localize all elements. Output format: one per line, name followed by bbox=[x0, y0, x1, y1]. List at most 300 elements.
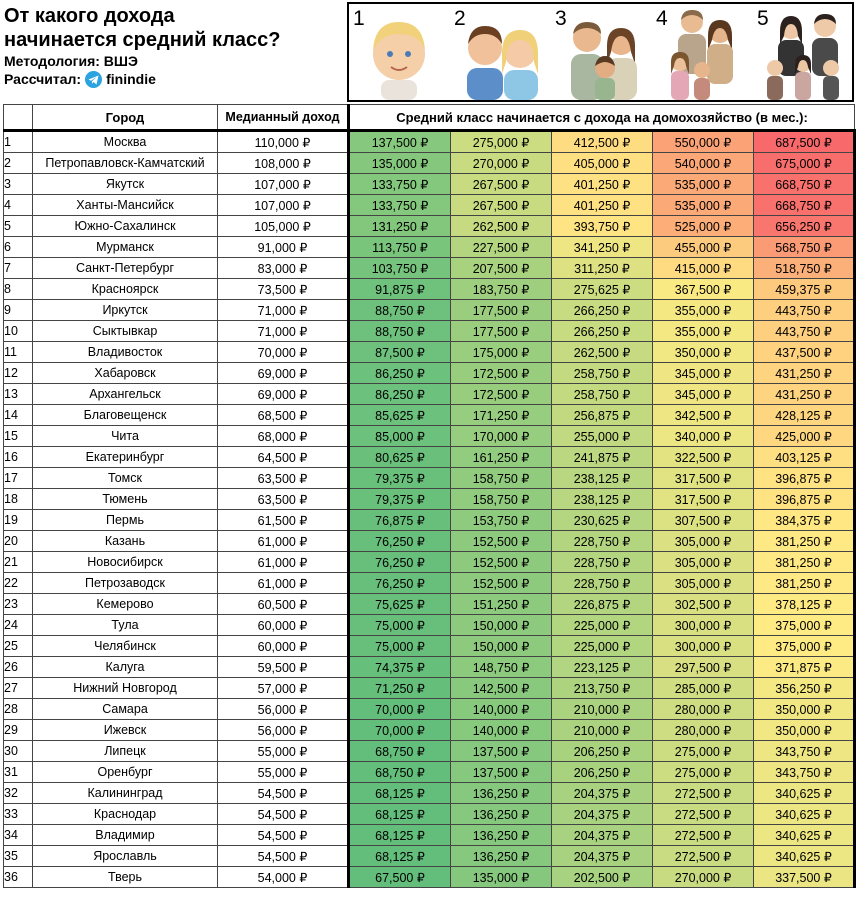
threshold-cell-family-2: 175,000 ₽ bbox=[451, 342, 552, 363]
threshold-cell-family-1: 88,750 ₽ bbox=[349, 300, 451, 321]
city-cell: Нижний Новгород bbox=[33, 678, 218, 699]
city-cell: Тверь bbox=[33, 867, 218, 888]
threshold-cell-family-4: 285,000 ₽ bbox=[653, 678, 754, 699]
median-income-cell: 60,000 ₽ bbox=[218, 615, 349, 636]
threshold-cell-family-4: 275,000 ₽ bbox=[653, 741, 754, 762]
table-row bbox=[4, 195, 855, 216]
table-row bbox=[4, 363, 855, 384]
threshold-cell-family-3: 226,875 ₽ bbox=[552, 594, 653, 615]
threshold-cell-family-4: 345,000 ₽ bbox=[653, 363, 754, 384]
median-income-cell: 54,500 ₽ bbox=[218, 846, 349, 867]
table-row bbox=[4, 867, 855, 888]
threshold-cell-family-1: 86,250 ₽ bbox=[349, 363, 451, 384]
threshold-cell-family-1: 70,000 ₽ bbox=[349, 699, 451, 720]
family-of-five-icon bbox=[753, 4, 854, 100]
city-cell: Петрозаводск bbox=[33, 573, 218, 594]
single-child-icon bbox=[349, 4, 450, 100]
threshold-cell-family-2: 136,250 ₽ bbox=[451, 804, 552, 825]
threshold-cell-family-1: 71,250 ₽ bbox=[349, 678, 451, 699]
city-cell: Ижевск bbox=[33, 720, 218, 741]
threshold-cell-family-2: 151,250 ₽ bbox=[451, 594, 552, 615]
threshold-cell-family-1: 88,750 ₽ bbox=[349, 321, 451, 342]
threshold-cell-family-5: 343,750 ₽ bbox=[754, 762, 855, 783]
threshold-cell-family-3: 266,250 ₽ bbox=[552, 321, 653, 342]
table-row bbox=[4, 720, 855, 741]
threshold-cell-family-4: 535,000 ₽ bbox=[653, 195, 754, 216]
table-row bbox=[4, 552, 855, 573]
threshold-cell-family-1: 74,375 ₽ bbox=[349, 657, 451, 678]
city-cell: Якутск bbox=[33, 174, 218, 195]
threshold-cell-family-5: 378,125 ₽ bbox=[754, 594, 855, 615]
threshold-cell-family-4: 350,000 ₽ bbox=[653, 342, 754, 363]
table-row bbox=[4, 531, 855, 552]
threshold-cell-family-4: 355,000 ₽ bbox=[653, 300, 754, 321]
family-of-three-icon bbox=[551, 4, 652, 100]
city-cell: Архангельск bbox=[33, 384, 218, 405]
city-cell: Казань bbox=[33, 531, 218, 552]
threshold-cell-family-5: 343,750 ₽ bbox=[754, 741, 855, 762]
threshold-cell-family-4: 305,000 ₽ bbox=[653, 531, 754, 552]
table-row bbox=[4, 321, 855, 342]
threshold-cell-family-5: 396,875 ₽ bbox=[754, 489, 855, 510]
row-index: 3 bbox=[4, 174, 33, 195]
threshold-cell-family-2: 135,000 ₽ bbox=[451, 867, 552, 888]
row-index: 17 bbox=[4, 468, 33, 489]
threshold-cell-family-5: 668,750 ₽ bbox=[754, 174, 855, 195]
threshold-cell-family-1: 131,250 ₽ bbox=[349, 216, 451, 237]
threshold-cell-family-5: 340,625 ₽ bbox=[754, 825, 855, 846]
family-size-4 bbox=[652, 4, 753, 100]
median-income-cell: 107,000 ₽ bbox=[218, 195, 349, 216]
threshold-cell-family-5: 656,250 ₽ bbox=[754, 216, 855, 237]
table-row bbox=[4, 762, 855, 783]
row-index: 18 bbox=[4, 489, 33, 510]
row-index: 7 bbox=[4, 258, 33, 279]
table-row bbox=[4, 741, 855, 762]
threshold-cell-family-2: 158,750 ₽ bbox=[451, 489, 552, 510]
table-row bbox=[4, 846, 855, 867]
median-income-cell: 56,000 ₽ bbox=[218, 699, 349, 720]
threshold-cell-family-4: 355,000 ₽ bbox=[653, 321, 754, 342]
city-cell: Челябинск bbox=[33, 636, 218, 657]
header-median-income: Медианный доход bbox=[218, 105, 349, 131]
threshold-cell-family-2: 170,000 ₽ bbox=[451, 426, 552, 447]
threshold-cell-family-1: 79,375 ₽ bbox=[349, 468, 451, 489]
threshold-cell-family-3: 204,375 ₽ bbox=[552, 825, 653, 846]
table-row bbox=[4, 153, 855, 174]
threshold-cell-family-1: 87,500 ₽ bbox=[349, 342, 451, 363]
threshold-cell-family-5: 371,875 ₽ bbox=[754, 657, 855, 678]
table-row bbox=[4, 447, 855, 468]
threshold-cell-family-1: 68,125 ₽ bbox=[349, 783, 451, 804]
threshold-cell-family-1: 76,250 ₽ bbox=[349, 573, 451, 594]
threshold-cell-family-2: 136,250 ₽ bbox=[451, 846, 552, 867]
row-index: 26 bbox=[4, 657, 33, 678]
threshold-cell-family-1: 133,750 ₽ bbox=[349, 195, 451, 216]
city-cell: Москва bbox=[33, 131, 218, 153]
family-size-5 bbox=[753, 4, 854, 100]
family-size-header bbox=[347, 2, 854, 102]
city-cell: Тула bbox=[33, 615, 218, 636]
table-row bbox=[4, 384, 855, 405]
threshold-cell-family-1: 79,375 ₽ bbox=[349, 489, 451, 510]
threshold-cell-family-2: 152,500 ₽ bbox=[451, 573, 552, 594]
threshold-cell-family-2: 183,750 ₽ bbox=[451, 279, 552, 300]
city-cell: Сыктывкар bbox=[33, 321, 218, 342]
median-income-cell: 68,500 ₽ bbox=[218, 405, 349, 426]
threshold-cell-family-2: 150,000 ₽ bbox=[451, 615, 552, 636]
row-index: 27 bbox=[4, 678, 33, 699]
threshold-cell-family-4: 305,000 ₽ bbox=[653, 552, 754, 573]
title-line-2: начинается средний класс? bbox=[4, 29, 281, 51]
row-index: 5 bbox=[4, 216, 33, 237]
median-income-cell: 61,500 ₽ bbox=[218, 510, 349, 531]
table-row bbox=[4, 405, 855, 426]
threshold-cell-family-2: 270,000 ₽ bbox=[451, 153, 552, 174]
threshold-cell-family-5: 443,750 ₽ bbox=[754, 300, 855, 321]
row-index: 12 bbox=[4, 363, 33, 384]
threshold-cell-family-2: 137,500 ₽ bbox=[451, 741, 552, 762]
row-index: 9 bbox=[4, 300, 33, 321]
threshold-cell-family-4: 525,000 ₽ bbox=[653, 216, 754, 237]
row-index: 2 bbox=[4, 153, 33, 174]
threshold-cell-family-3: 341,250 ₽ bbox=[552, 237, 653, 258]
middle-class-table bbox=[3, 104, 856, 888]
table-row bbox=[4, 783, 855, 804]
table-row bbox=[4, 489, 855, 510]
city-cell: Красноярск bbox=[33, 279, 218, 300]
threshold-cell-family-5: 396,875 ₽ bbox=[754, 468, 855, 489]
threshold-cell-family-5: 350,000 ₽ bbox=[754, 699, 855, 720]
family-size-number: 1 bbox=[353, 7, 365, 30]
family-size-1 bbox=[349, 4, 450, 100]
city-cell: Калуга bbox=[33, 657, 218, 678]
threshold-cell-family-5: 443,750 ₽ bbox=[754, 321, 855, 342]
threshold-cell-family-3: 412,500 ₽ bbox=[552, 131, 653, 153]
threshold-cell-family-4: 272,500 ₽ bbox=[653, 804, 754, 825]
median-income-cell: 63,500 ₽ bbox=[218, 489, 349, 510]
city-cell: Петропавловск-Камчатский bbox=[33, 153, 218, 174]
threshold-cell-family-1: 103,750 ₽ bbox=[349, 258, 451, 279]
channel-name[interactable]: finindie bbox=[106, 71, 156, 87]
header-middle-class: Средний класс начинается с дохода на домохозяйство (в мес.): bbox=[349, 105, 855, 131]
threshold-cell-family-3: 405,000 ₽ bbox=[552, 153, 653, 174]
row-index: 21 bbox=[4, 552, 33, 573]
city-cell: Томск bbox=[33, 468, 218, 489]
median-income-cell: 55,000 ₽ bbox=[218, 741, 349, 762]
median-income-cell: 69,000 ₽ bbox=[218, 363, 349, 384]
table-row bbox=[4, 678, 855, 699]
threshold-cell-family-5: 431,250 ₽ bbox=[754, 363, 855, 384]
threshold-cell-family-5: 381,250 ₽ bbox=[754, 573, 855, 594]
threshold-cell-family-5: 381,250 ₽ bbox=[754, 531, 855, 552]
threshold-cell-family-3: 204,375 ₽ bbox=[552, 804, 653, 825]
row-index: 32 bbox=[4, 783, 33, 804]
threshold-cell-family-3: 238,125 ₽ bbox=[552, 489, 653, 510]
threshold-cell-family-5: 437,500 ₽ bbox=[754, 342, 855, 363]
table-body bbox=[4, 131, 855, 888]
threshold-cell-family-1: 135,000 ₽ bbox=[349, 153, 451, 174]
threshold-cell-family-5: 381,250 ₽ bbox=[754, 552, 855, 573]
threshold-cell-family-4: 305,000 ₽ bbox=[653, 573, 754, 594]
row-index: 15 bbox=[4, 426, 33, 447]
threshold-cell-family-4: 272,500 ₽ bbox=[653, 825, 754, 846]
threshold-cell-family-5: 675,000 ₽ bbox=[754, 153, 855, 174]
threshold-cell-family-5: 425,000 ₽ bbox=[754, 426, 855, 447]
city-cell: Екатеринбург bbox=[33, 447, 218, 468]
table-row bbox=[4, 573, 855, 594]
threshold-cell-family-1: 76,250 ₽ bbox=[349, 552, 451, 573]
threshold-cell-family-5: 340,625 ₽ bbox=[754, 846, 855, 867]
threshold-cell-family-2: 207,500 ₽ bbox=[451, 258, 552, 279]
median-income-cell: 71,000 ₽ bbox=[218, 321, 349, 342]
threshold-cell-family-3: 204,375 ₽ bbox=[552, 846, 653, 867]
threshold-cell-family-4: 272,500 ₽ bbox=[653, 846, 754, 867]
city-cell: Калининград bbox=[33, 783, 218, 804]
row-index: 34 bbox=[4, 825, 33, 846]
threshold-cell-family-2: 148,750 ₽ bbox=[451, 657, 552, 678]
couple-icon bbox=[450, 4, 551, 100]
median-income-cell: 60,500 ₽ bbox=[218, 594, 349, 615]
table-row bbox=[4, 594, 855, 615]
threshold-cell-family-3: 228,750 ₽ bbox=[552, 552, 653, 573]
city-cell: Новосибирск bbox=[33, 552, 218, 573]
threshold-cell-family-2: 150,000 ₽ bbox=[451, 636, 552, 657]
threshold-cell-family-1: 67,500 ₽ bbox=[349, 867, 451, 888]
threshold-cell-family-3: 262,500 ₽ bbox=[552, 342, 653, 363]
family-size-number: 4 bbox=[656, 7, 668, 30]
threshold-cell-family-2: 142,500 ₽ bbox=[451, 678, 552, 699]
threshold-cell-family-4: 550,000 ₽ bbox=[653, 131, 754, 153]
threshold-cell-family-1: 133,750 ₽ bbox=[349, 174, 451, 195]
threshold-cell-family-3: 275,625 ₽ bbox=[552, 279, 653, 300]
threshold-cell-family-5: 375,000 ₽ bbox=[754, 615, 855, 636]
city-cell: Мурманск bbox=[33, 237, 218, 258]
threshold-cell-family-5: 356,250 ₽ bbox=[754, 678, 855, 699]
threshold-cell-family-3: 258,750 ₽ bbox=[552, 384, 653, 405]
threshold-cell-family-1: 85,000 ₽ bbox=[349, 426, 451, 447]
threshold-cell-family-4: 307,500 ₽ bbox=[653, 510, 754, 531]
header bbox=[0, 0, 856, 104]
threshold-cell-family-3: 238,125 ₽ bbox=[552, 468, 653, 489]
threshold-cell-family-5: 431,250 ₽ bbox=[754, 384, 855, 405]
header-index bbox=[4, 105, 33, 131]
threshold-cell-family-1: 68,750 ₽ bbox=[349, 741, 451, 762]
threshold-cell-family-3: 225,000 ₽ bbox=[552, 615, 653, 636]
threshold-cell-family-1: 75,625 ₽ bbox=[349, 594, 451, 615]
table-row bbox=[4, 279, 855, 300]
median-income-cell: 73,500 ₽ bbox=[218, 279, 349, 300]
title-box bbox=[4, 4, 344, 102]
threshold-cell-family-3: 228,750 ₽ bbox=[552, 573, 653, 594]
table-row bbox=[4, 237, 855, 258]
threshold-cell-family-3: 206,250 ₽ bbox=[552, 741, 653, 762]
threshold-cell-family-5: 687,500 ₽ bbox=[754, 131, 855, 153]
threshold-cell-family-4: 415,000 ₽ bbox=[653, 258, 754, 279]
median-income-cell: 110,000 ₽ bbox=[218, 131, 349, 153]
family-size-3 bbox=[551, 4, 652, 100]
threshold-cell-family-2: 137,500 ₽ bbox=[451, 762, 552, 783]
row-index: 35 bbox=[4, 846, 33, 867]
table-row bbox=[4, 615, 855, 636]
row-index: 25 bbox=[4, 636, 33, 657]
row-index: 23 bbox=[4, 594, 33, 615]
threshold-cell-family-2: 171,250 ₽ bbox=[451, 405, 552, 426]
telegram-icon[interactable] bbox=[85, 71, 102, 88]
row-index: 29 bbox=[4, 720, 33, 741]
city-cell: Хабаровск bbox=[33, 363, 218, 384]
table-row bbox=[4, 636, 855, 657]
threshold-cell-family-2: 227,500 ₽ bbox=[451, 237, 552, 258]
median-income-cell: 56,000 ₽ bbox=[218, 720, 349, 741]
threshold-cell-family-1: 70,000 ₽ bbox=[349, 720, 451, 741]
table-row bbox=[4, 699, 855, 720]
threshold-cell-family-3: 225,000 ₽ bbox=[552, 636, 653, 657]
threshold-cell-family-3: 210,000 ₽ bbox=[552, 720, 653, 741]
threshold-cell-family-1: 76,250 ₽ bbox=[349, 531, 451, 552]
threshold-cell-family-2: 140,000 ₽ bbox=[451, 699, 552, 720]
threshold-cell-family-1: 68,125 ₽ bbox=[349, 825, 451, 846]
threshold-cell-family-5: 668,750 ₽ bbox=[754, 195, 855, 216]
row-index: 33 bbox=[4, 804, 33, 825]
threshold-cell-family-4: 297,500 ₽ bbox=[653, 657, 754, 678]
threshold-cell-family-1: 137,500 ₽ bbox=[349, 131, 451, 153]
threshold-cell-family-2: 140,000 ₽ bbox=[451, 720, 552, 741]
city-cell: Липецк bbox=[33, 741, 218, 762]
row-index: 19 bbox=[4, 510, 33, 531]
threshold-cell-family-4: 272,500 ₽ bbox=[653, 783, 754, 804]
median-income-cell: 59,500 ₽ bbox=[218, 657, 349, 678]
city-cell: Ярославль bbox=[33, 846, 218, 867]
threshold-cell-family-5: 384,375 ₽ bbox=[754, 510, 855, 531]
city-cell: Оренбург bbox=[33, 762, 218, 783]
threshold-cell-family-5: 337,500 ₽ bbox=[754, 867, 855, 888]
header-city: Город bbox=[33, 105, 218, 131]
threshold-cell-family-5: 428,125 ₽ bbox=[754, 405, 855, 426]
threshold-cell-family-4: 322,500 ₽ bbox=[653, 447, 754, 468]
table-row bbox=[4, 426, 855, 447]
table-row bbox=[4, 300, 855, 321]
median-income-cell: 107,000 ₽ bbox=[218, 174, 349, 195]
row-index: 20 bbox=[4, 531, 33, 552]
threshold-cell-family-4: 340,000 ₽ bbox=[653, 426, 754, 447]
table-row bbox=[4, 258, 855, 279]
table-row bbox=[4, 131, 855, 153]
city-cell: Владимир bbox=[33, 825, 218, 846]
family-of-four-icon bbox=[652, 4, 753, 100]
threshold-cell-family-3: 213,750 ₽ bbox=[552, 678, 653, 699]
threshold-cell-family-2: 136,250 ₽ bbox=[451, 783, 552, 804]
threshold-cell-family-4: 280,000 ₽ bbox=[653, 699, 754, 720]
threshold-cell-family-5: 403,125 ₽ bbox=[754, 447, 855, 468]
table-row bbox=[4, 825, 855, 846]
threshold-cell-family-5: 340,625 ₽ bbox=[754, 783, 855, 804]
threshold-cell-family-3: 210,000 ₽ bbox=[552, 699, 653, 720]
threshold-cell-family-1: 85,625 ₽ bbox=[349, 405, 451, 426]
threshold-cell-family-1: 91,875 ₽ bbox=[349, 279, 451, 300]
row-index: 10 bbox=[4, 321, 33, 342]
median-income-cell: 68,000 ₽ bbox=[218, 426, 349, 447]
threshold-cell-family-3: 311,250 ₽ bbox=[552, 258, 653, 279]
median-income-cell: 60,000 ₽ bbox=[218, 636, 349, 657]
threshold-cell-family-3: 202,500 ₽ bbox=[552, 867, 653, 888]
table-row bbox=[4, 216, 855, 237]
threshold-cell-family-2: 267,500 ₽ bbox=[451, 174, 552, 195]
row-index: 36 bbox=[4, 867, 33, 888]
threshold-cell-family-4: 270,000 ₽ bbox=[653, 867, 754, 888]
city-cell: Южно-Сахалинск bbox=[33, 216, 218, 237]
title-line-1: От какого дохода bbox=[4, 5, 175, 27]
threshold-cell-family-3: 228,750 ₽ bbox=[552, 531, 653, 552]
threshold-cell-family-5: 518,750 ₽ bbox=[754, 258, 855, 279]
threshold-cell-family-4: 302,500 ₽ bbox=[653, 594, 754, 615]
threshold-cell-family-3: 241,875 ₽ bbox=[552, 447, 653, 468]
threshold-cell-family-4: 300,000 ₽ bbox=[653, 615, 754, 636]
median-income-cell: 54,500 ₽ bbox=[218, 783, 349, 804]
threshold-cell-family-5: 350,000 ₽ bbox=[754, 720, 855, 741]
median-income-cell: 64,500 ₽ bbox=[218, 447, 349, 468]
city-cell: Кемерово bbox=[33, 594, 218, 615]
row-index: 24 bbox=[4, 615, 33, 636]
threshold-cell-family-5: 375,000 ₽ bbox=[754, 636, 855, 657]
threshold-cell-family-3: 401,250 ₽ bbox=[552, 195, 653, 216]
threshold-cell-family-4: 535,000 ₽ bbox=[653, 174, 754, 195]
median-income-cell: 61,000 ₽ bbox=[218, 552, 349, 573]
family-size-number: 3 bbox=[555, 7, 567, 30]
threshold-cell-family-3: 230,625 ₽ bbox=[552, 510, 653, 531]
median-income-cell: 70,000 ₽ bbox=[218, 342, 349, 363]
threshold-cell-family-1: 68,125 ₽ bbox=[349, 846, 451, 867]
family-size-number: 2 bbox=[454, 7, 466, 30]
city-cell: Самара bbox=[33, 699, 218, 720]
threshold-cell-family-4: 275,000 ₽ bbox=[653, 762, 754, 783]
row-index: 11 bbox=[4, 342, 33, 363]
median-income-cell: 83,000 ₽ bbox=[218, 258, 349, 279]
table-row bbox=[4, 468, 855, 489]
threshold-cell-family-1: 75,000 ₽ bbox=[349, 636, 451, 657]
threshold-cell-family-4: 342,500 ₽ bbox=[653, 405, 754, 426]
threshold-cell-family-5: 340,625 ₽ bbox=[754, 804, 855, 825]
threshold-cell-family-3: 256,875 ₽ bbox=[552, 405, 653, 426]
row-index: 22 bbox=[4, 573, 33, 594]
threshold-cell-family-3: 255,000 ₽ bbox=[552, 426, 653, 447]
city-cell: Владивосток bbox=[33, 342, 218, 363]
threshold-cell-family-1: 68,750 ₽ bbox=[349, 762, 451, 783]
threshold-cell-family-1: 113,750 ₽ bbox=[349, 237, 451, 258]
threshold-cell-family-3: 206,250 ₽ bbox=[552, 762, 653, 783]
threshold-cell-family-2: 262,500 ₽ bbox=[451, 216, 552, 237]
median-income-cell: 71,000 ₽ bbox=[218, 300, 349, 321]
city-cell: Ханты-Мансийск bbox=[33, 195, 218, 216]
city-cell: Благовещенск bbox=[33, 405, 218, 426]
table-row bbox=[4, 174, 855, 195]
threshold-cell-family-2: 177,500 ₽ bbox=[451, 300, 552, 321]
median-income-cell: 69,000 ₽ bbox=[218, 384, 349, 405]
threshold-cell-family-2: 172,500 ₽ bbox=[451, 384, 552, 405]
row-index: 6 bbox=[4, 237, 33, 258]
methodology: Методология: ВШЭ bbox=[4, 53, 138, 69]
threshold-cell-family-4: 345,000 ₽ bbox=[653, 384, 754, 405]
table-header-row bbox=[4, 105, 855, 131]
family-size-number: 5 bbox=[757, 7, 769, 30]
row-index: 16 bbox=[4, 447, 33, 468]
median-income-cell: 57,000 ₽ bbox=[218, 678, 349, 699]
threshold-cell-family-2: 275,000 ₽ bbox=[451, 131, 552, 153]
city-cell: Пермь bbox=[33, 510, 218, 531]
threshold-cell-family-1: 80,625 ₽ bbox=[349, 447, 451, 468]
threshold-cell-family-2: 158,750 ₽ bbox=[451, 468, 552, 489]
threshold-cell-family-5: 568,750 ₽ bbox=[754, 237, 855, 258]
